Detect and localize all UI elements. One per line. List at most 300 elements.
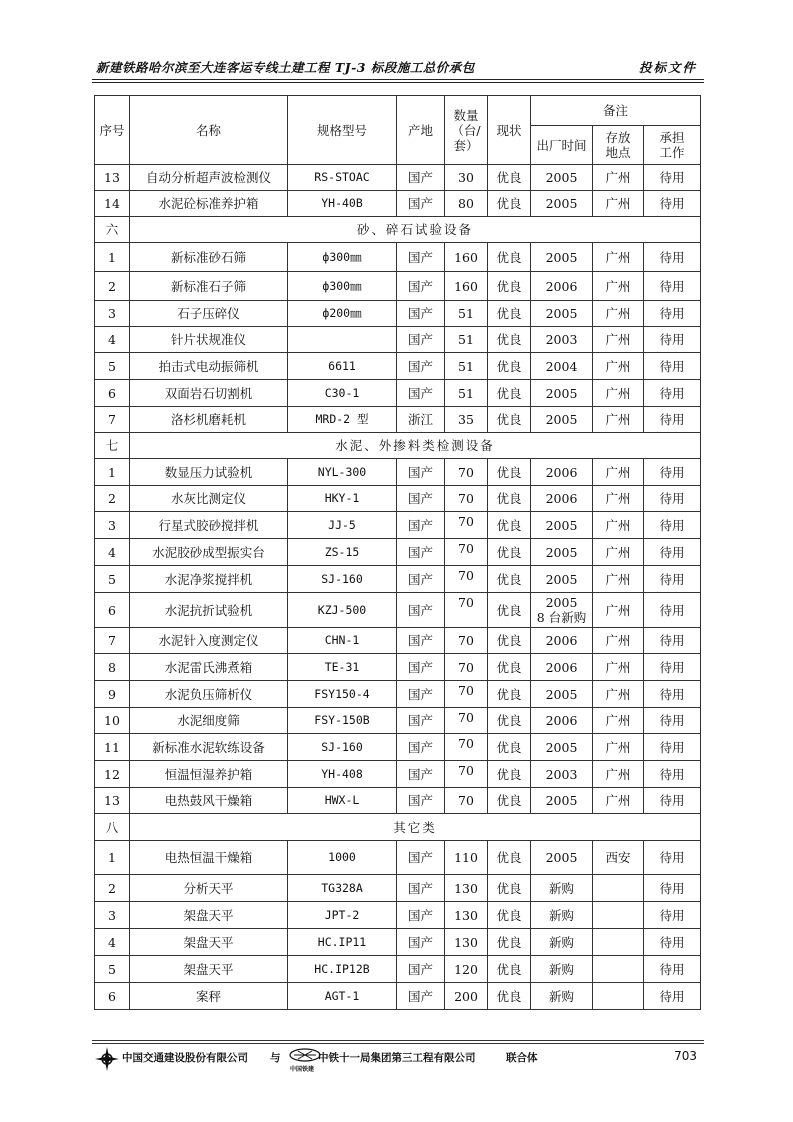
equipment-name: 双面岩石切割机 xyxy=(130,380,288,407)
row-number: 11 xyxy=(95,734,130,761)
storage-location: 西安 xyxy=(593,841,644,875)
equipment-origin: 国产 xyxy=(397,628,445,654)
equipment-status: 优良 xyxy=(488,539,531,566)
equipment-status: 优良 xyxy=(488,243,531,272)
equipment-spec: ф300㎜ xyxy=(288,243,397,272)
table-row xyxy=(95,486,701,512)
storage-location: 广州 xyxy=(593,708,644,734)
equipment-name: 架盘天平 xyxy=(130,956,288,983)
equipment-quantity: 70 xyxy=(445,628,488,654)
storage-location: 广州 xyxy=(593,165,644,191)
manufacture-year xyxy=(531,593,593,628)
equipment-quantity: 70 xyxy=(445,539,488,566)
equipment-origin: 国产 xyxy=(397,788,445,814)
equipment-spec: MRD-2 型 xyxy=(288,407,397,433)
header-rule xyxy=(92,79,704,80)
equipment-quantity: 70 xyxy=(445,654,488,681)
assigned-work: 待用 xyxy=(644,654,701,681)
storage-location: 广州 xyxy=(593,761,644,788)
equipment-name: 水泥砼标准养护箱 xyxy=(130,191,288,217)
assigned-work: 待用 xyxy=(644,539,701,566)
equipment-name: 电热恒温干燥箱 xyxy=(130,841,288,875)
storage-location: 广州 xyxy=(593,734,644,761)
equipment-spec: JJ-5 xyxy=(288,512,397,539)
equipment-status: 优良 xyxy=(488,353,531,380)
storage-location xyxy=(593,956,644,983)
equipment-spec: NYL-300 xyxy=(288,459,397,486)
row-number: 8 xyxy=(95,654,130,681)
manufacture-year: 新购 xyxy=(531,929,593,956)
assigned-work: 待用 xyxy=(644,380,701,407)
equipment-name: 新标准砂石筛 xyxy=(130,243,288,272)
assigned-work: 待用 xyxy=(644,566,701,593)
row-number: 5 xyxy=(95,566,130,593)
equipment-status: 优良 xyxy=(488,327,531,353)
assigned-work: 待用 xyxy=(644,165,701,191)
storage-location: 广州 xyxy=(593,272,644,301)
equipment-status: 优良 xyxy=(488,681,531,708)
equipment-quantity: 70 xyxy=(445,512,488,539)
equipment-name: 针片状规准仪 xyxy=(130,327,288,353)
table-row xyxy=(95,191,701,217)
header-year: 出厂时间 xyxy=(531,126,593,165)
equipment-status: 优良 xyxy=(488,272,531,301)
category-number: 七 xyxy=(95,433,130,459)
manufacture-year: 2006 xyxy=(531,459,593,486)
equipment-quantity: 70 xyxy=(445,566,488,593)
equipment-quantity: 30 xyxy=(445,165,488,191)
equipment-status: 优良 xyxy=(488,902,531,929)
equipment-spec: TE-31 xyxy=(288,654,397,681)
equipment-quantity: 130 xyxy=(445,902,488,929)
equipment-quantity: 70 xyxy=(445,459,488,486)
table-row xyxy=(95,875,701,902)
equipment-origin: 国产 xyxy=(397,327,445,353)
equipment-quantity: 70 xyxy=(445,708,488,734)
row-number: 2 xyxy=(95,486,130,512)
equipment-name: 水泥细度筛 xyxy=(130,708,288,734)
equipment-quantity: 80 xyxy=(445,191,488,217)
storage-location: 广州 xyxy=(593,243,644,272)
assigned-work: 待用 xyxy=(644,734,701,761)
equipment-name: 洛杉机磨耗机 xyxy=(130,407,288,433)
row-number: 4 xyxy=(95,539,130,566)
equipment-quantity: 51 xyxy=(445,327,488,353)
table-row xyxy=(95,841,701,875)
equipment-spec: HWX-L xyxy=(288,788,397,814)
table-row xyxy=(95,681,701,708)
equipment-quantity: 160 xyxy=(445,272,488,301)
equipment-name: 新标准石子筛 xyxy=(130,272,288,301)
row-number: 3 xyxy=(95,301,130,327)
table-row xyxy=(95,956,701,983)
equipment-name: 架盘天平 xyxy=(130,929,288,956)
equipment-status: 优良 xyxy=(488,788,531,814)
footer-company-left: 中国交通建设股份有限公司 xyxy=(122,1052,248,1064)
equipment-quantity: 70 xyxy=(445,486,488,512)
storage-location: 广州 xyxy=(593,353,644,380)
equipment-quantity: 51 xyxy=(445,380,488,407)
equipment-spec: FSY150-4 xyxy=(288,681,397,708)
row-number: 1 xyxy=(95,243,130,272)
equipment-status: 优良 xyxy=(488,301,531,327)
equipment-status: 优良 xyxy=(488,628,531,654)
storage-location xyxy=(593,902,644,929)
row-number: 1 xyxy=(95,459,130,486)
table-row xyxy=(95,380,701,407)
manufacture-year: 2005 xyxy=(531,191,593,217)
row-number: 3 xyxy=(95,512,130,539)
row-number: 4 xyxy=(95,327,130,353)
storage-location: 广州 xyxy=(593,191,644,217)
equipment-quantity: 35 xyxy=(445,407,488,433)
assigned-work: 待用 xyxy=(644,902,701,929)
header-remark: 备注 xyxy=(531,96,701,126)
equipment-status: 优良 xyxy=(488,734,531,761)
assigned-work: 待用 xyxy=(644,956,701,983)
equipment-origin: 国产 xyxy=(397,956,445,983)
equipment-spec: ZS-15 xyxy=(288,539,397,566)
equipment-spec: 6611 xyxy=(288,353,397,380)
assigned-work: 待用 xyxy=(644,841,701,875)
equipment-status: 优良 xyxy=(488,593,531,628)
storage-location: 广州 xyxy=(593,512,644,539)
assigned-work: 待用 xyxy=(644,875,701,902)
equipment-name: 恒温恒湿养护箱 xyxy=(130,761,288,788)
table-row xyxy=(95,327,701,353)
row-number: 14 xyxy=(95,191,130,217)
equipment-name: 架盘天平 xyxy=(130,902,288,929)
equipment-spec: C30-1 xyxy=(288,380,397,407)
equipment-spec: TG328A xyxy=(288,875,397,902)
equipment-status: 优良 xyxy=(488,191,531,217)
table-row xyxy=(95,734,701,761)
table-row xyxy=(95,593,701,628)
manufacture-year: 2006 xyxy=(531,654,593,681)
equipment-spec: ф300㎜ xyxy=(288,272,397,301)
storage-location xyxy=(593,875,644,902)
header-rule-thin xyxy=(92,82,704,83)
equipment-name: 水泥负压筛析仪 xyxy=(130,681,288,708)
header-spec: 规格型号 xyxy=(288,96,397,165)
equipment-name: 水泥针入度测定仪 xyxy=(130,628,288,654)
table-row xyxy=(95,459,701,486)
company-logo-icon xyxy=(94,1046,120,1072)
equipment-spec: RS-STOAC xyxy=(288,165,397,191)
row-number: 3 xyxy=(95,902,130,929)
equipment-spec xyxy=(288,327,397,353)
assigned-work: 待用 xyxy=(644,512,701,539)
equipment-spec: FSY-150B xyxy=(288,708,397,734)
storage-location: 广州 xyxy=(593,788,644,814)
row-number: 10 xyxy=(95,708,130,734)
equipment-spec: HKY-1 xyxy=(288,486,397,512)
row-number: 6 xyxy=(95,380,130,407)
footer-company-right: 中铁十一局集团第三工程有限公司 xyxy=(318,1052,476,1064)
equipment-spec: SJ-160 xyxy=(288,566,397,593)
category-number: 八 xyxy=(95,814,130,841)
equipment-origin: 国产 xyxy=(397,902,445,929)
equipment-name: 水泥净浆搅拌机 xyxy=(130,566,288,593)
manufacture-year-note: 8 台新购 xyxy=(536,610,587,625)
table-row xyxy=(95,708,701,734)
equipment-origin: 国产 xyxy=(397,165,445,191)
equipment-status: 优良 xyxy=(488,956,531,983)
equipment-origin: 国产 xyxy=(397,708,445,734)
equipment-status: 优良 xyxy=(488,875,531,902)
category-row xyxy=(95,433,701,459)
equipment-origin: 国产 xyxy=(397,353,445,380)
equipment-name: 水灰比测定仪 xyxy=(130,486,288,512)
storage-location: 广州 xyxy=(593,566,644,593)
row-number: 2 xyxy=(95,875,130,902)
header-work: 承担工作 xyxy=(644,126,701,165)
assigned-work: 待用 xyxy=(644,593,701,628)
table-row xyxy=(95,902,701,929)
equipment-quantity: 70 xyxy=(445,788,488,814)
equipment-quantity: 51 xyxy=(445,353,488,380)
storage-location: 广州 xyxy=(593,486,644,512)
category-row xyxy=(95,217,701,243)
assigned-work: 待用 xyxy=(644,628,701,654)
manufacture-year: 新购 xyxy=(531,875,593,902)
table-row xyxy=(95,165,701,191)
table-row xyxy=(95,788,701,814)
equipment-status: 优良 xyxy=(488,929,531,956)
row-number: 7 xyxy=(95,628,130,654)
category-row xyxy=(95,814,701,841)
equipment-name: 拍击式电动振筛机 xyxy=(130,353,288,380)
category-title: 水泥、外掺料类检测设备 xyxy=(130,433,701,459)
equipment-origin: 国产 xyxy=(397,681,445,708)
equipment-name: 水泥胶砂成型振实台 xyxy=(130,539,288,566)
equipment-name: 新标准水泥软练设备 xyxy=(130,734,288,761)
equipment-quantity: 130 xyxy=(445,929,488,956)
equipment-spec: JPT-2 xyxy=(288,902,397,929)
table-row xyxy=(95,407,701,433)
manufacture-year: 2006 xyxy=(531,628,593,654)
equipment-table xyxy=(94,95,701,1010)
footer-and: 与 xyxy=(270,1052,281,1064)
equipment-origin: 浙江 xyxy=(397,407,445,433)
manufacture-year: 2003 xyxy=(531,327,593,353)
table-row xyxy=(95,272,701,301)
equipment-spec: HC.IP12B xyxy=(288,956,397,983)
assigned-work: 待用 xyxy=(644,681,701,708)
header-origin: 产地 xyxy=(397,96,445,165)
equipment-spec: CHN-1 xyxy=(288,628,397,654)
storage-location: 广州 xyxy=(593,459,644,486)
assigned-work: 待用 xyxy=(644,788,701,814)
storage-location: 广州 xyxy=(593,628,644,654)
table-row xyxy=(95,929,701,956)
equipment-quantity: 70 xyxy=(445,734,488,761)
footer-rule xyxy=(92,1040,704,1041)
storage-location: 广州 xyxy=(593,380,644,407)
equipment-origin: 国产 xyxy=(397,841,445,875)
equipment-spec: ф200㎜ xyxy=(288,301,397,327)
equipment-origin: 国产 xyxy=(397,539,445,566)
manufacture-year: 2006 xyxy=(531,708,593,734)
footer-logo-caption: 中国铁建 xyxy=(290,1066,315,1073)
assigned-work: 待用 xyxy=(644,459,701,486)
table-row xyxy=(95,566,701,593)
equipment-quantity: 160 xyxy=(445,243,488,272)
assigned-work: 待用 xyxy=(644,983,701,1010)
equipment-origin: 国产 xyxy=(397,486,445,512)
equipment-quantity: 70 xyxy=(445,761,488,788)
equipment-origin: 国产 xyxy=(397,380,445,407)
storage-location: 广州 xyxy=(593,539,644,566)
equipment-spec: HC.IP11 xyxy=(288,929,397,956)
equipment-quantity: 120 xyxy=(445,956,488,983)
table-row xyxy=(95,353,701,380)
row-number: 13 xyxy=(95,788,130,814)
storage-location: 广州 xyxy=(593,327,644,353)
equipment-status: 优良 xyxy=(488,566,531,593)
manufacture-year: 新购 xyxy=(531,902,593,929)
footer-joint-venture: 联合体 xyxy=(506,1052,538,1064)
equipment-origin: 国产 xyxy=(397,983,445,1010)
manufacture-year: 2005 xyxy=(531,407,593,433)
equipment-origin: 国产 xyxy=(397,875,445,902)
page-number: 703 xyxy=(674,1049,697,1063)
row-number: 1 xyxy=(95,841,130,875)
manufacture-year: 2003 xyxy=(531,761,593,788)
category-title: 砂、碎石试验设备 xyxy=(130,217,701,243)
equipment-spec: AGT-1 xyxy=(288,983,397,1010)
equipment-quantity: 51 xyxy=(445,301,488,327)
equipment-origin: 国产 xyxy=(397,593,445,628)
header-name: 名称 xyxy=(130,96,288,165)
manufacture-year: 新购 xyxy=(531,983,593,1010)
manufacture-year: 2005 xyxy=(531,380,593,407)
equipment-origin: 国产 xyxy=(397,929,445,956)
table-body xyxy=(95,165,701,1010)
equipment-quantity: 130 xyxy=(445,875,488,902)
manufacture-year: 2005 xyxy=(531,566,593,593)
equipment-name: 水泥抗折试验机 xyxy=(130,593,288,628)
row-number: 5 xyxy=(95,353,130,380)
header-qty: 数量（台/套） xyxy=(445,96,488,165)
equipment-quantity: 200 xyxy=(445,983,488,1010)
assigned-work: 待用 xyxy=(644,486,701,512)
header-location: 存放地点 xyxy=(593,126,644,165)
equipment-name: 数显压力试验机 xyxy=(130,459,288,486)
storage-location: 广州 xyxy=(593,301,644,327)
row-number: 2 xyxy=(95,272,130,301)
table-row xyxy=(95,512,701,539)
row-number: 12 xyxy=(95,761,130,788)
equipment-spec: 1000 xyxy=(288,841,397,875)
equipment-status: 优良 xyxy=(488,761,531,788)
equipment-name: 石子压碎仪 xyxy=(130,301,288,327)
document-header-title: 新建铁路哈尔滨至大连客运专线土建工程 TJ-3 标段施工总价承包 xyxy=(96,60,475,75)
footer-rule-thin xyxy=(92,1043,704,1044)
assigned-work: 待用 xyxy=(644,708,701,734)
storage-location xyxy=(593,929,644,956)
table-row xyxy=(95,539,701,566)
equipment-origin: 国产 xyxy=(397,761,445,788)
storage-location: 广州 xyxy=(593,654,644,681)
category-number: 六 xyxy=(95,217,130,243)
equipment-quantity: 70 xyxy=(445,593,488,628)
equipment-quantity: 110 xyxy=(445,841,488,875)
manufacture-year: 2005 xyxy=(531,681,593,708)
equipment-origin: 国产 xyxy=(397,566,445,593)
table-row xyxy=(95,761,701,788)
assigned-work: 待用 xyxy=(644,301,701,327)
manufacture-year-value: 2005 xyxy=(545,595,578,610)
equipment-origin: 国产 xyxy=(397,191,445,217)
manufacture-year: 2005 xyxy=(531,539,593,566)
equipment-quantity: 70 xyxy=(445,681,488,708)
equipment-status: 优良 xyxy=(488,983,531,1010)
manufacture-year: 2005 xyxy=(531,243,593,272)
equipment-status: 优良 xyxy=(488,654,531,681)
row-number: 9 xyxy=(95,681,130,708)
assigned-work: 待用 xyxy=(644,407,701,433)
equipment-name: 自动分析超声波检测仪 xyxy=(130,165,288,191)
assigned-work: 待用 xyxy=(644,243,701,272)
equipment-origin: 国产 xyxy=(397,243,445,272)
manufacture-year: 2005 xyxy=(531,301,593,327)
equipment-name: 行星式胶砂搅拌机 xyxy=(130,512,288,539)
table-row xyxy=(95,301,701,327)
equipment-spec: YH-408 xyxy=(288,761,397,788)
equipment-origin: 国产 xyxy=(397,272,445,301)
equipment-origin: 国产 xyxy=(397,734,445,761)
category-title: 其它类 xyxy=(130,814,701,841)
manufacture-year: 新购 xyxy=(531,956,593,983)
equipment-status: 优良 xyxy=(488,407,531,433)
header-status: 现状 xyxy=(488,96,531,165)
table-row xyxy=(95,654,701,681)
manufacture-year: 2005 xyxy=(531,841,593,875)
equipment-name: 水泥雷氏沸煮箱 xyxy=(130,654,288,681)
manufacture-year: 2005 xyxy=(531,734,593,761)
row-number: 7 xyxy=(95,407,130,433)
manufacture-year: 2006 xyxy=(531,272,593,301)
equipment-name: 分析天平 xyxy=(130,875,288,902)
row-number: 5 xyxy=(95,956,130,983)
assigned-work: 待用 xyxy=(644,929,701,956)
manufacture-year: 2005 xyxy=(531,512,593,539)
equipment-status: 优良 xyxy=(488,708,531,734)
row-number: 4 xyxy=(95,929,130,956)
equipment-origin: 国产 xyxy=(397,512,445,539)
manufacture-year: 2005 xyxy=(531,788,593,814)
table-row xyxy=(95,243,701,272)
equipment-origin: 国产 xyxy=(397,459,445,486)
equipment-name: 电热鼓风干燥箱 xyxy=(130,788,288,814)
manufacture-year: 2006 xyxy=(531,486,593,512)
assigned-work: 待用 xyxy=(644,191,701,217)
assigned-work: 待用 xyxy=(644,353,701,380)
assigned-work: 待用 xyxy=(644,327,701,353)
equipment-status: 优良 xyxy=(488,165,531,191)
storage-location: 广州 xyxy=(593,681,644,708)
table-row xyxy=(95,628,701,654)
assigned-work: 待用 xyxy=(644,761,701,788)
table-row xyxy=(95,983,701,1010)
document-header-type: 投标文件 xyxy=(638,60,697,75)
equipment-status: 优良 xyxy=(488,380,531,407)
equipment-name: 案秤 xyxy=(130,983,288,1010)
row-number: 6 xyxy=(95,593,130,628)
assigned-work: 待用 xyxy=(644,272,701,301)
equipment-status: 优良 xyxy=(488,459,531,486)
